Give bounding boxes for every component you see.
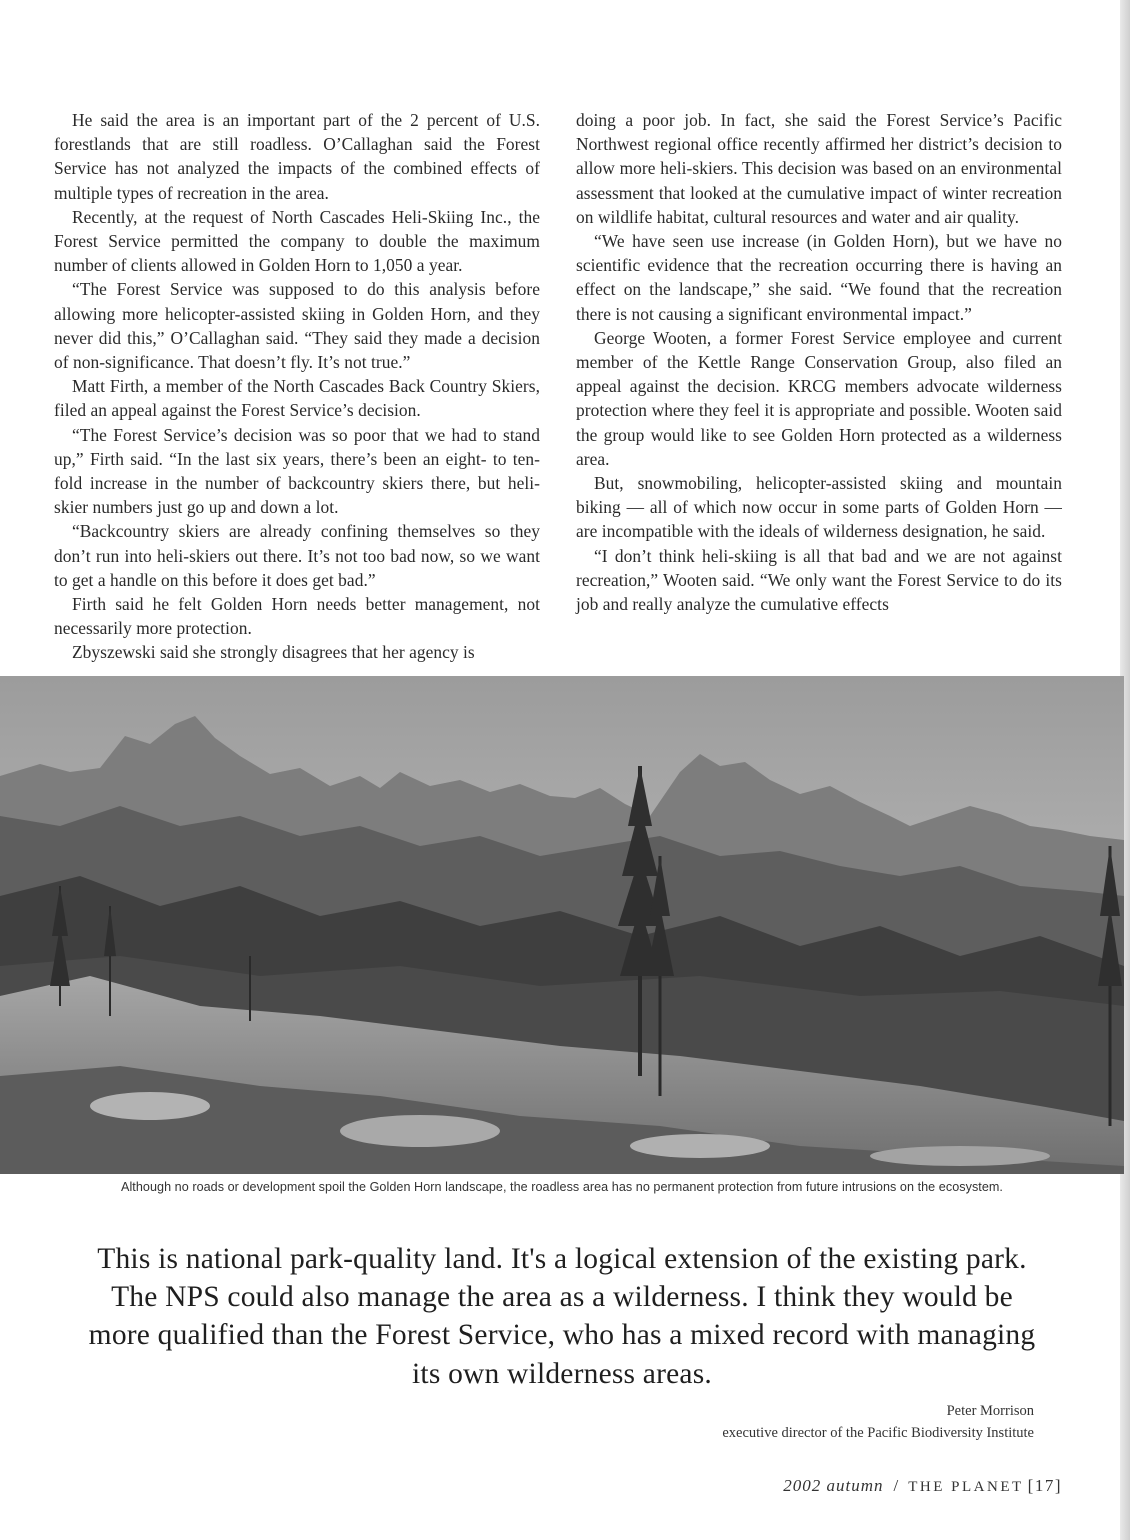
paragraph: Zbyszewski said she strongly disagrees that her agency is (72, 642, 475, 663)
paragraph: “We have seen use increase (in Golden Horn), but we have no scientific evidence that the recreation occurring there is having an effect on the landscape,” she said. “We found that the recreation there is not causing a significant environmental impact.” (576, 231, 1062, 324)
paragraph: Recently, at the request of North Cascades Heli-Skiing Inc., the Forest Service permitted the company to double the maximum number of clients allowed in Golden Horn to 1,050 a year. (54, 206, 540, 276)
landscape-photo (0, 676, 1124, 1174)
footer-magazine-name: THE PLANET (908, 1479, 1024, 1495)
attribution-name: Peter Morrison (946, 1403, 1034, 1419)
pull-quote: This is national park-quality land. It's a logical extension of the existing park. The NPS could also manage the area as a wilderness. I think they would be more qualified than the Forest Service, who has a mixed record with managing its own wilderness areas. (88, 1243, 1036, 1390)
paragraph: He said the area is an important part of the 2 percent of U.S. forestlands that are still roadless. O’Callaghan said the Forest Service has not analyzed the impacts of the combined effects of multiple types of recreation in the area. (54, 110, 540, 203)
footer-season: 2002 autumn (783, 1476, 884, 1495)
photo-caption: Although no roads or development spoil the Golden Horn landscape, the roadless area has no permanent protection from future intrusions on the ecosystem. (121, 1180, 1003, 1194)
paragraph: George Wooten, a former Forest Service employee and current member of the Kettle Range Conservation Group, also filed an appeal against the decision. KRCG members advocate wilderness protection where they feel it is appropriate and possible. Wooten said the group would like to see Golden Horn protected as a wilderness area. (576, 327, 1062, 469)
quote-attribution (722, 1400, 1034, 1444)
paragraph: doing a poor job. In fact, she said the Forest Service’s Pacific Northwest regional office recently affirmed her district’s decision to allow more heli-skiers. This decision was based on an environmental assessment that looked at the cumulative impact of winter recreation on wildlife habitat, cultural resources and water and air quality. (576, 110, 1062, 227)
page-number: [17] (1027, 1476, 1062, 1495)
right-column (576, 108, 1062, 665)
attribution-title: executive director of the Pacific Biodiversity Institute (722, 1425, 1034, 1441)
footer-separator: / (893, 1476, 899, 1495)
paragraph: Firth said he felt Golden Horn needs better management, not necessarily more protection. (54, 594, 540, 639)
mountain-landscape-illustration (0, 676, 1124, 1174)
paragraph: “The Forest Service was supposed to do this analysis before allowing more helicopter-assisted skiing in Golden Horn, and they never did this,” O’Callaghan said. “They said they made a decision of non-significance. That doesn’t fly. It’s not true.” (54, 279, 540, 373)
paragraph: But, snowmobiling, helicopter-assisted skiing and mountain biking — all of which now occur in some parts of Golden Horn — are incompatible with the ideals of wilderness designation, he said. (576, 473, 1062, 542)
article-body (54, 108, 1062, 665)
paragraph: “The Forest Service’s decision was so poor that we had to stand up,” Firth said. “In the last six years, there’s been an eight- to ten-fold increase in the number of backcountry skiers there, but heli-skier numbers just go up and down a lot. (54, 424, 540, 518)
left-column (54, 108, 540, 665)
page-footer (783, 1476, 1062, 1496)
paragraph: Matt Firth, a member of the North Cascades Back Country Skiers, filed an appeal against the Forest Service’s decision. (54, 376, 540, 421)
paragraph: “I don’t think heli-skiing is all that bad and we are not against recreation,” Wooten said. “We only want the Forest Service to do its job and really analyze the cumulative effects (576, 545, 1062, 615)
paragraph: “Backcountry skiers are already confining themselves so they don’t run into heli-skiers out there. It’s not too bad now, so we want to get a handle on this before it does get bad.” (54, 521, 540, 590)
